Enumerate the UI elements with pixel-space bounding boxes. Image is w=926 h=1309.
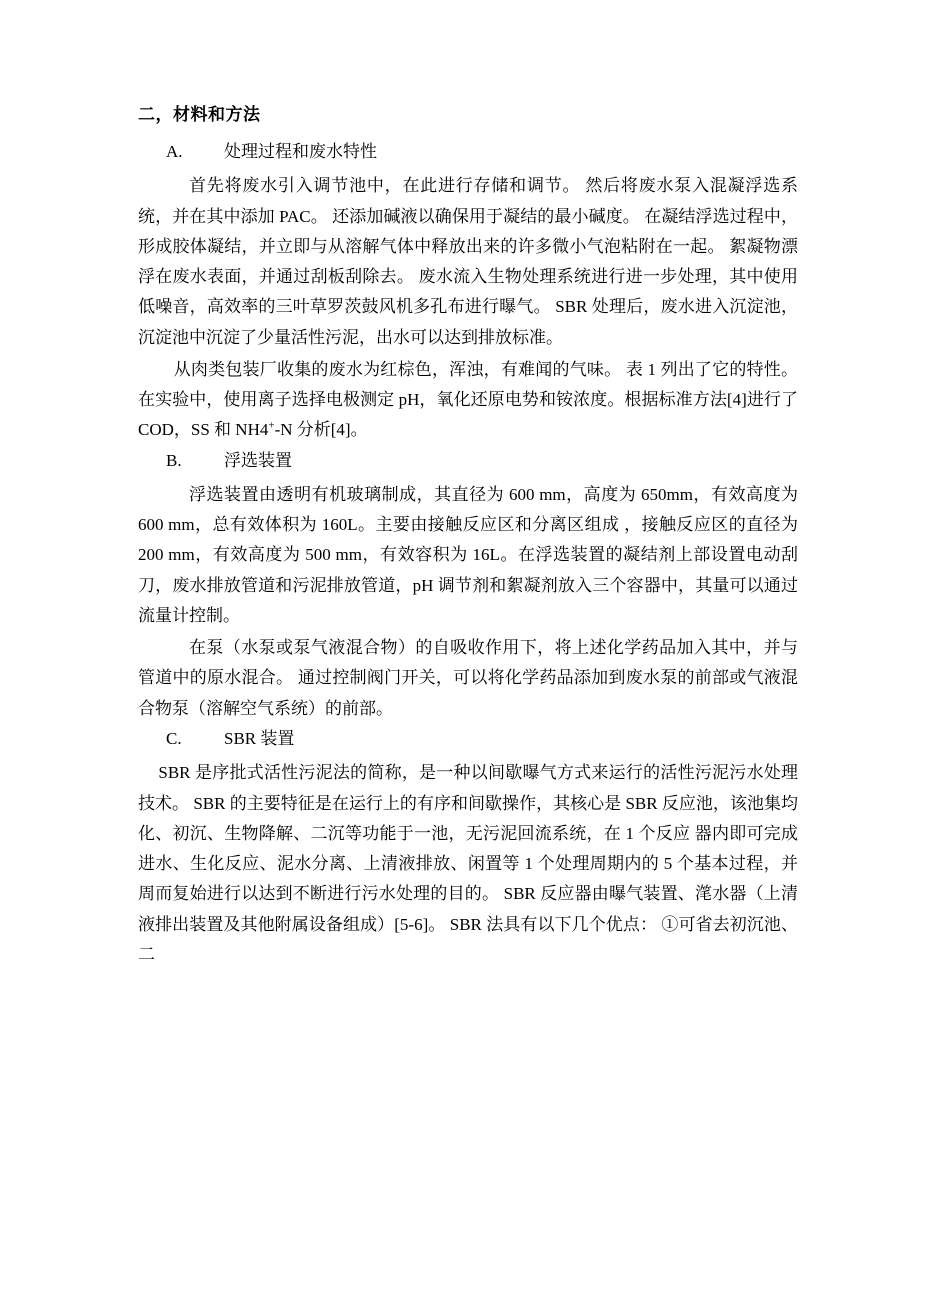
subsection-text-b: 浮选装置 [224, 450, 292, 470]
ammonium-superscript: + [268, 419, 275, 432]
section-title: 二，材料和方法 [138, 105, 261, 124]
ammonium-formula [260, 420, 275, 439]
subsection-heading-c [138, 726, 798, 752]
paragraph-flotation-device: 浮选装置由透明有机玻璃制成，其直径为 600 mm，高度为 650mm，有效高度为 600 mm，总有效体积为 160L。主要由接触反应区和分离区组成 ，接触反应区的直径为 200 mm，有效高度为 500 mm，有效容积为 16L。在浮选装置的凝结剂上部设置电动刮刀，废水排放管道和污泥排放管道，pH 调节剂和絮凝剂放入三个容器中，其量可以通过流量计控制。 [138, 484, 798, 625]
subsection-heading-a [138, 139, 798, 165]
subsection-label-c: C. [166, 728, 182, 748]
paragraph-wastewater-characteristics [138, 355, 798, 446]
subsection-text-a: 处理过程和废水特性 [224, 142, 377, 161]
paragraph-pump-chemicals: 在泵（水泵或泵气液混合物）的自吸收作用下，将上述化学药品加入其中，并与管道中的原水混合。 通过控制阀门开关，可以将化学药品添加到废水泵的前部或气液混合物泵（溶解空气系统）的前部。 [138, 638, 798, 718]
subsection-label-b: B. [166, 450, 182, 470]
ammonium-subscript: 4 [259, 420, 269, 440]
paragraph-wastewater-text-after: -N 分析[4]。 [274, 420, 368, 440]
paragraph-sbr-description: SBR 是序批式活性污泥法的简称，是一种以间歇曝气方式来运行的活性污泥污水处理技术。 SBR 的主要特征是在运行上的有序和间歇操作，其核心是 SBR 反应池，该池集均化、初沉、生物降解、二沉等功能于一池，无污泥回流系统，在 1 个反应 器内即可完成进水、生化反应、泥水分离、上清液排放、闲置等 1 个处理周期内的 5 个基本过程，并周而复始进行以达到不断进行污水处理的目的。 SBR 反应器由曝气装置、滗水器（上清液排出装置及其他附属设备组成）[5-6]。 SBR 法具有以下几个优点： ①可省去初沉池、 二 [138, 763, 798, 964]
document-body [138, 100, 798, 972]
paragraph-wastewater-text: 从肉类包装厂收集的废水为红棕色，浑浊，有难闻的气味。 表 1 列出了它的特性。 在实验中，使用离子选择电极测定 pH，氧化还原电势和铵浓度。根据标准方法[4]进行了 COD，SS 和 NH [138, 359, 798, 440]
paragraph-process-description: 首先将废水引入调节池中，在此进行存储和调节。 然后将废水泵入混凝浮选系统，并在其中添加 PAC。 还添加碱液以确保用于凝结的最小碱度。 在凝结浮选过程中，形成胶体凝结，并立即与从溶解气体中释放出来的许多微小气泡粘附在一起。 絮凝物漂浮在废水表面，并通过刮板刮除去。 废水流入生物处理系统进行进一步处理，其中使用低噪音，高效率的三叶草罗茨鼓风机多孔布进行曝气。 SBR 处理后，废水进入沉淀池，沉淀池中沉淀了少量活性污泥，出水可以达到排放标准。 [138, 176, 798, 347]
subsection-heading-b [138, 448, 798, 474]
subsection-label-a: A. [166, 142, 183, 161]
subsection-text-c: SBR 装置 [224, 728, 295, 748]
